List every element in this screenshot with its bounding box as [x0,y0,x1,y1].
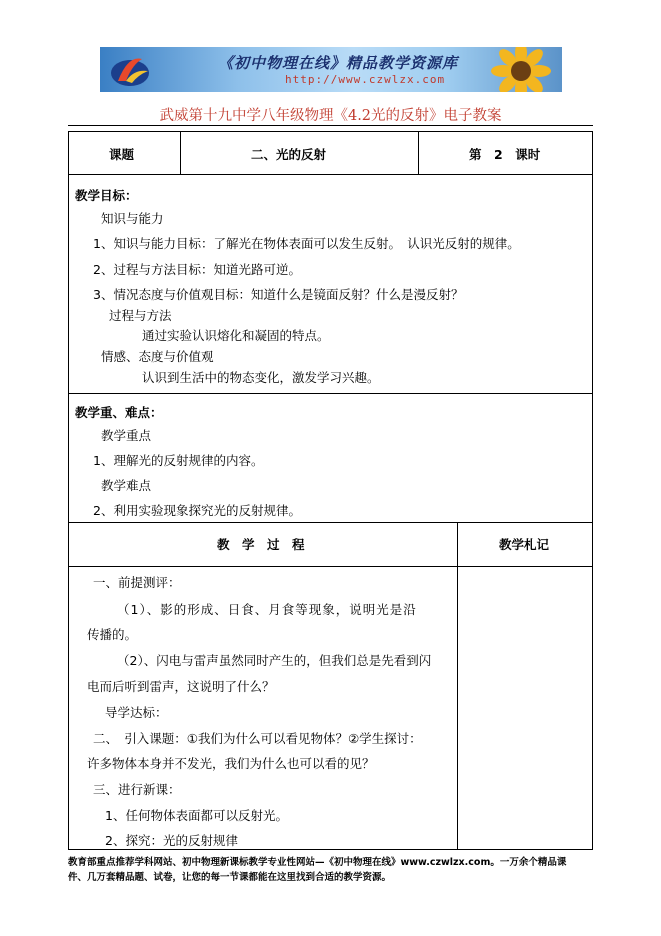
process-line: （1）、影的形成、日食、月食等现象，说明光是沿 [117,602,417,617]
site-logo-icon [108,51,152,89]
banner-url[interactable]: http://www.czwlzx.com [285,73,446,86]
divider [457,523,458,566]
key-point-line: 2、利用实验现象探究光的反射规律。 [93,503,301,518]
process-header-row [69,523,592,567]
header-row [69,132,592,175]
process-line: 传播的。 [87,627,138,642]
notes-heading: 教学札记 [499,537,550,552]
lesson-table [68,131,593,850]
objectives-heading: 教学目标： [75,188,138,203]
document-title: 武威第十九中学八年级物理《4.2光的反射》电子教案 [159,108,502,124]
objective-line: 2、过程与方法目标：知道光路可逆。 [93,262,301,277]
page-footer [68,855,628,885]
divider [180,132,181,174]
footer-line: 教育部重点推荐学科网站、初中物理新课标教学专业性网站—《初中物理在线》www.czwlzx.com。一万余个精品课 [68,857,567,868]
objectives-section [69,175,592,394]
key-point-line: 教学重点 [101,428,152,443]
process-line: 1、任何物体表面都可以反射光。 [105,808,288,823]
key-point-line: 教学难点 [101,478,152,493]
process-line: 电而后听到雷声，这说明了什么？ [87,679,275,694]
process-line: 二、 引入课题：①我们为什么可以看见物体？②学生探讨： [93,731,422,746]
objective-line: 1、知识与能力目标：了解光在物体表面可以发生反射。 认识光反射的规律。 [93,236,520,251]
objective-line: 过程与方法 [109,308,172,323]
process-body [69,567,592,849]
process-heading: 教 学 过 程 [217,537,305,552]
process-line: （2）、闪电与雷声虽然同时产生的，但我们总是先看到闪 [117,653,432,668]
divider [457,567,458,849]
objective-line: 认识到生活中的物态变化，激发学习兴趣。 [142,370,380,385]
divider [418,132,419,174]
key-point-line: 1、理解光的反射规律的内容。 [93,453,264,468]
site-banner [100,47,562,92]
process-line: 许多物体本身并不发光，我们为什么也可以看的见？ [87,756,375,771]
sunflower-icon [486,47,556,92]
banner-title: 《初中物理在线》精品教学资源库 [218,54,459,72]
topic-value: 二、光的反射 [251,147,327,162]
period-value: 第 2 课时 [469,147,541,162]
objective-line: 3、情况态度与价值观目标：知道什么是镜面反射？什么是漫反射？ [93,287,464,302]
process-line: 三、进行新课： [93,782,181,797]
key-points-section [69,394,592,523]
title-divider [68,125,593,126]
process-line: 导学达标： [105,705,168,720]
objective-line: 通过实验认识熔化和凝固的特点。 [142,328,330,343]
objective-line: 情感、态度与价值观 [101,349,214,364]
objective-line: 知识与能力 [101,211,164,226]
topic-label: 课题 [109,147,135,162]
footer-line: 件、几万套精品题、试卷，让您的每一节课都能在这里找到合适的教学资源。 [68,872,392,883]
process-line: 2、探究：光的反射规律 [105,833,238,848]
process-line: 一、前提测评： [93,575,181,590]
key-points-heading: 教学重、难点： [75,405,163,420]
